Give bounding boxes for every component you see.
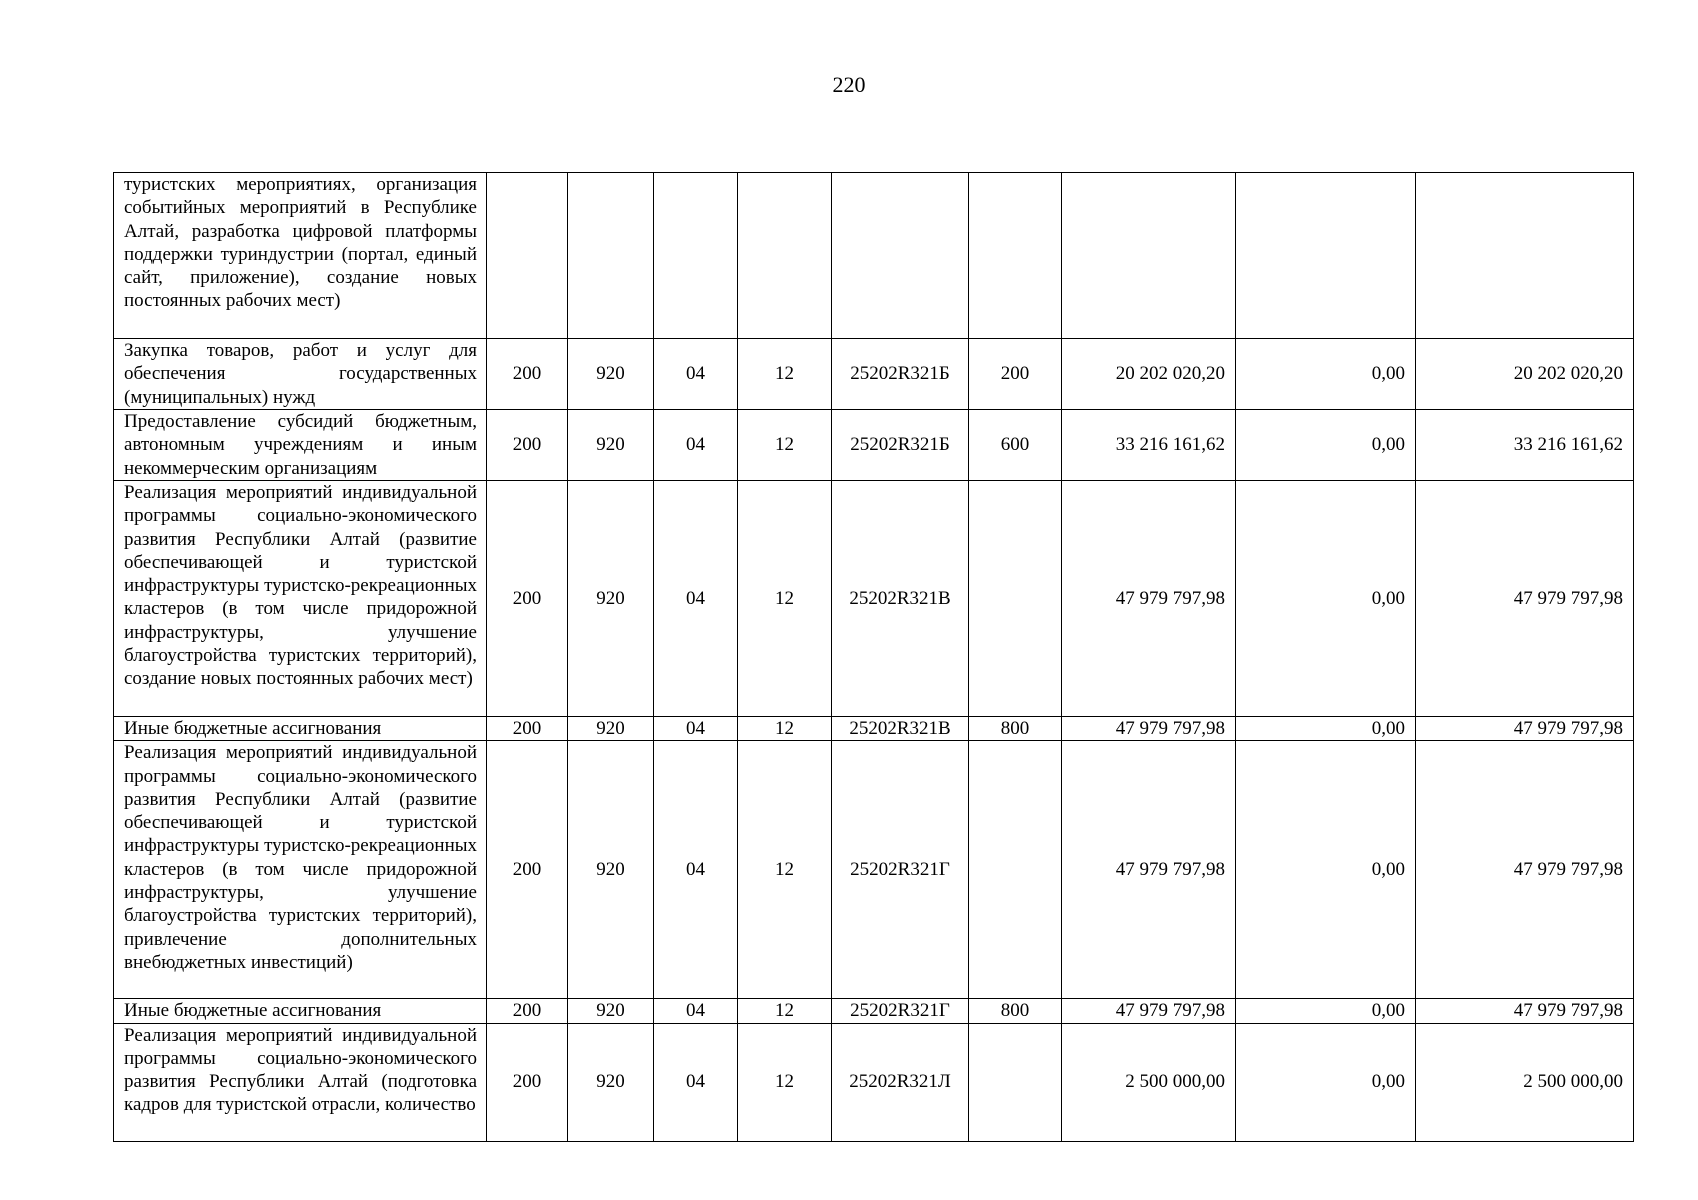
cell-code-4: 12 bbox=[738, 1023, 832, 1141]
table-row bbox=[114, 481, 1634, 717]
cell-amount-3: 20 202 020,20 bbox=[1416, 339, 1634, 410]
cell-code-4: 12 bbox=[738, 339, 832, 410]
cell-amount-3: 47 979 797,98 bbox=[1416, 741, 1634, 999]
cell-code-4: 12 bbox=[738, 999, 832, 1023]
cell-code-4: 12 bbox=[738, 481, 832, 717]
cell-code-3: 04 bbox=[654, 481, 738, 717]
cell-amount-1: 47 979 797,98 bbox=[1062, 717, 1236, 741]
cell-code-5: 25202R321В bbox=[832, 481, 969, 717]
cell-code-4: 12 bbox=[738, 410, 832, 481]
row-description: Реализация мероприятий индивидуальной программы социально-экономического развития Республики Алтай (развитие обеспечивающей и туристской инфраструктуры туристско-рекреационных кластеров (в том числе придорожной инфраструктуры, улучшение благоустройства туристских территорий), привлечение дополнительных внебюджетных инвестиций) bbox=[114, 741, 487, 999]
cell-code-3: 04 bbox=[654, 339, 738, 410]
cell-code-6: 600 bbox=[969, 410, 1062, 481]
cell-code-6 bbox=[969, 173, 1062, 339]
row-description: Иные бюджетные ассигнования bbox=[114, 717, 487, 741]
cell-amount-1: 47 979 797,98 bbox=[1062, 481, 1236, 717]
cell-code-2: 920 bbox=[568, 481, 654, 717]
cell-amount-2: 0,00 bbox=[1236, 1023, 1416, 1141]
table-row bbox=[114, 339, 1634, 410]
cell-code-6 bbox=[969, 1023, 1062, 1141]
cell-code-6 bbox=[969, 741, 1062, 999]
cell-code-1: 200 bbox=[487, 999, 568, 1023]
cell-code-1: 200 bbox=[487, 717, 568, 741]
cell-code-2: 920 bbox=[568, 339, 654, 410]
page-number: 220 bbox=[832, 72, 866, 97]
row-description: Реализация мероприятий индивидуальной программы социально-экономического развития Республики Алтай (подготовка кадров для туристской отрасли, количество bbox=[114, 1023, 487, 1141]
cell-code-6: 800 bbox=[969, 717, 1062, 741]
cell-amount-2: 0,00 bbox=[1236, 717, 1416, 741]
cell-code-1: 200 bbox=[487, 339, 568, 410]
cell-code-5: 25202R321Г bbox=[832, 999, 969, 1023]
cell-code-1 bbox=[487, 173, 568, 339]
cell-code-2: 920 bbox=[568, 717, 654, 741]
cell-code-1: 200 bbox=[487, 741, 568, 999]
cell-amount-3: 2 500 000,00 bbox=[1416, 1023, 1634, 1141]
row-description: Закупка товаров, работ и услуг для обеспечения государственных (муниципальных) нужд bbox=[114, 339, 487, 410]
cell-code-3 bbox=[654, 173, 738, 339]
row-description: Предоставление субсидий бюджетным, автономным учреждениям и иным некоммерческим организациям bbox=[114, 410, 487, 481]
cell-amount-1 bbox=[1062, 173, 1236, 339]
cell-amount-1: 47 979 797,98 bbox=[1062, 999, 1236, 1023]
cell-code-2: 920 bbox=[568, 999, 654, 1023]
cell-amount-3: 33 216 161,62 bbox=[1416, 410, 1634, 481]
table-row bbox=[114, 410, 1634, 481]
cell-code-2: 920 bbox=[568, 1023, 654, 1141]
cell-amount-2 bbox=[1236, 173, 1416, 339]
cell-code-5: 25202R321В bbox=[832, 717, 969, 741]
table-row bbox=[114, 741, 1634, 999]
cell-amount-2: 0,00 bbox=[1236, 481, 1416, 717]
cell-code-4: 12 bbox=[738, 717, 832, 741]
cell-code-6 bbox=[969, 481, 1062, 717]
cell-amount-3 bbox=[1416, 173, 1634, 339]
row-description: Реализация мероприятий индивидуальной программы социально-экономического развития Республики Алтай (развитие обеспечивающей и туристской инфраструктуры туристско-рекреационных кластеров (в том числе придорожной инфраструктуры, улучшение благоустройства туристских территорий), создание новых постоянных рабочих мест) bbox=[114, 481, 487, 717]
cell-code-2 bbox=[568, 173, 654, 339]
cell-code-5: 25202R321Л bbox=[832, 1023, 969, 1141]
cell-amount-1: 33 216 161,62 bbox=[1062, 410, 1236, 481]
cell-code-3: 04 bbox=[654, 999, 738, 1023]
cell-amount-1: 47 979 797,98 bbox=[1062, 741, 1236, 999]
table-row bbox=[114, 717, 1634, 741]
cell-amount-2: 0,00 bbox=[1236, 410, 1416, 481]
cell-code-5: 25202R321Г bbox=[832, 741, 969, 999]
cell-code-3: 04 bbox=[654, 410, 738, 481]
cell-code-1: 200 bbox=[487, 481, 568, 717]
cell-code-4: 12 bbox=[738, 741, 832, 999]
cell-code-1: 200 bbox=[487, 1023, 568, 1141]
cell-code-2: 920 bbox=[568, 741, 654, 999]
cell-code-3: 04 bbox=[654, 717, 738, 741]
cell-code-5: 25202R321Б bbox=[832, 339, 969, 410]
cell-amount-2: 0,00 bbox=[1236, 741, 1416, 999]
cell-amount-3: 47 979 797,98 bbox=[1416, 717, 1634, 741]
table-row bbox=[114, 999, 1634, 1023]
table-row bbox=[114, 173, 1634, 339]
row-description: туристских мероприятиях, организация событийных мероприятий в Республике Алтай, разработка цифровой платформы поддержки туриндустрии (портал, единый сайт, приложение), создание новых постоянных рабочих мест) bbox=[114, 173, 487, 339]
cell-amount-3: 47 979 797,98 bbox=[1416, 999, 1634, 1023]
cell-amount-1: 2 500 000,00 bbox=[1062, 1023, 1236, 1141]
cell-code-3: 04 bbox=[654, 741, 738, 999]
table-row bbox=[114, 1023, 1634, 1141]
cell-code-6: 800 bbox=[969, 999, 1062, 1023]
budget-table bbox=[113, 172, 1634, 1142]
cell-amount-2: 0,00 bbox=[1236, 339, 1416, 410]
cell-amount-2: 0,00 bbox=[1236, 999, 1416, 1023]
cell-amount-1: 20 202 020,20 bbox=[1062, 339, 1236, 410]
row-description: Иные бюджетные ассигнования bbox=[114, 999, 487, 1023]
cell-code-1: 200 bbox=[487, 410, 568, 481]
cell-code-4 bbox=[738, 173, 832, 339]
cell-code-6: 200 bbox=[969, 339, 1062, 410]
cell-code-5: 25202R321Б bbox=[832, 410, 969, 481]
cell-amount-3: 47 979 797,98 bbox=[1416, 481, 1634, 717]
cell-code-5 bbox=[832, 173, 969, 339]
cell-code-2: 920 bbox=[568, 410, 654, 481]
cell-code-3: 04 bbox=[654, 1023, 738, 1141]
